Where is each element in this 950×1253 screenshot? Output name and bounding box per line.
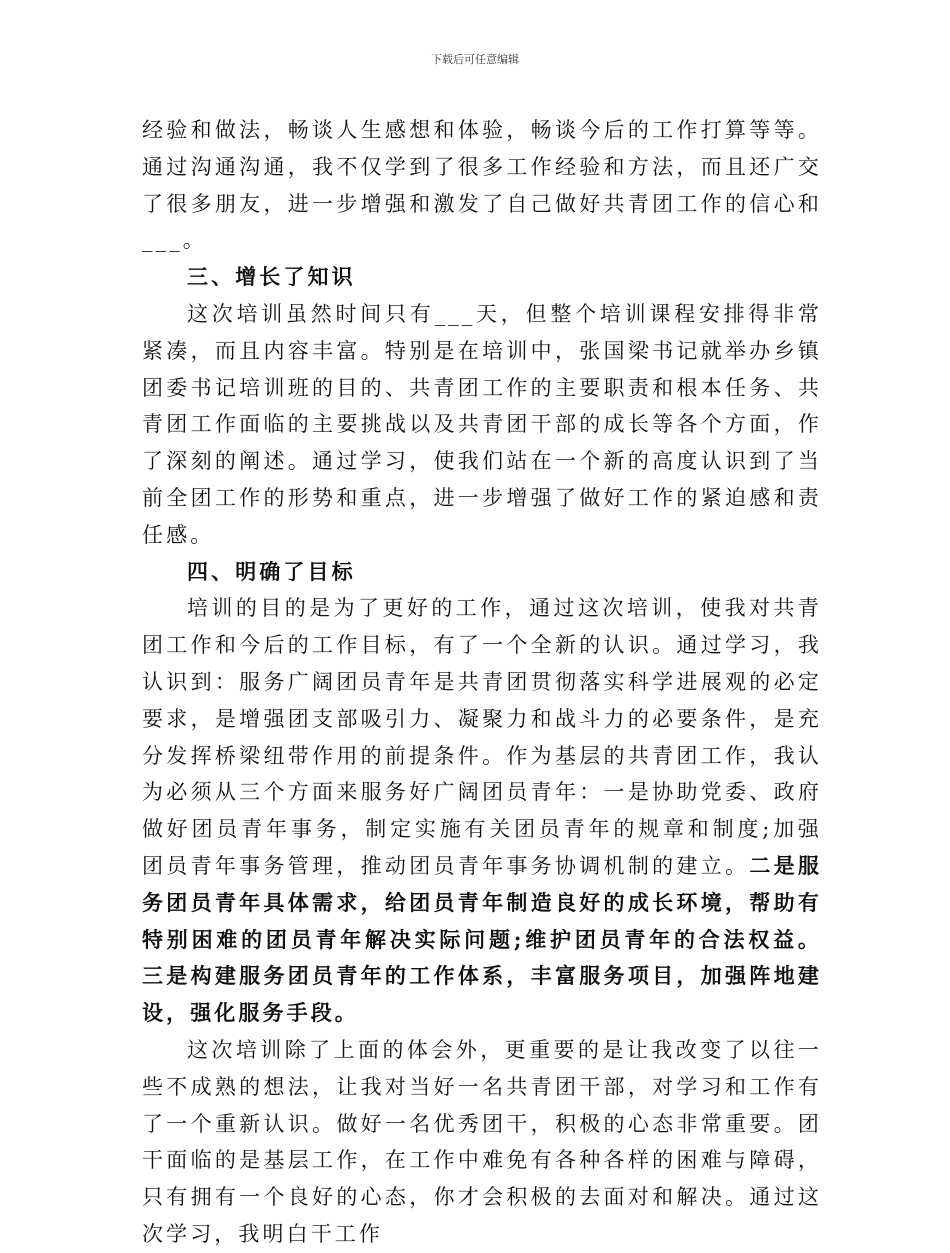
paragraph-goals [142, 590, 822, 1032]
section-heading-goals: 四、明确了目标 [187, 558, 356, 584]
document-body [142, 112, 822, 1253]
section-heading-knowledge: 三、增长了知识 [187, 264, 356, 290]
paragraph-continued-experience: 经验和做法，畅谈人生感想和体验，畅谈今后的工作打算等等。通过沟通沟通，我不仅学到了很多工作经验和方法，而且还广交了很多朋友，进一步增强和激发了自己做好共青团工作的信心和___。 [142, 118, 822, 253]
paragraph-reflection: 这次培训除了上面的体会外，更重要的是让我改变了以往一些不成熟的想法，让我对当好一名共青团干部，对学习和工作有了一个重新认识。做好一名优秀团干，积极的心态非常重要。团干面临的是基层工作，在工作中难免有各种各样的困难与障碍，只有拥有一个良好的心态，你才会积极的去面对和解决。通过这次学习，我明白干工作 [142, 1037, 822, 1246]
paragraph-knowledge: 这次培训虽然时间只有___天，但整个培训课程安排得非常紧凑，而且内容丰富。特别是在培训中，张国梁书记就举办乡镇团委书记培训班的目的、共青团工作的主要职责和根本任务、共青团工作面临的主要挑战以及共青团干部的成长等各个方面，作了深刻的阐述。通过学习，使我们站在一个新的高度认识到了当前全团工作的形势和重点，进一步增强了做好工作的紧迫感和责任感。 [142, 301, 822, 547]
page-header: 下载后可任意编辑 [431, 53, 519, 66]
paragraph-goals-normal-text: 培训的目的是为了更好的工作，通过这次培训，使我对共青团工作和今后的工作目标，有了一个全新的认识。通过学习，我认识到：服务广阔团员青年是共青团贯彻落实科学进展观的必定要求，是增强团支部吸引力、凝聚力和战斗力的必要条件，是充分发挥桥梁纽带作用的前提条件。作为基层的共青团工作，我认为必须从三个方面来服务好广阔团员青年：一是协助党委、政府做好团员青年事务，制定实施有关团员青年的规章和制度;加强团员青年事务管理，推动团员青年事务协调机制的建立。 [142, 596, 822, 878]
paragraph-goals-bold-text: 二是服务团员青年具体需求，给团员青年制造良好的成长环境，帮助有特别困难的团员青年解决实际问题;维护团员青年的合法权益。三是构建服务团员青年的工作体系，丰富服务项目，加强阵地建设，强化服务手段。 [142, 852, 822, 1026]
